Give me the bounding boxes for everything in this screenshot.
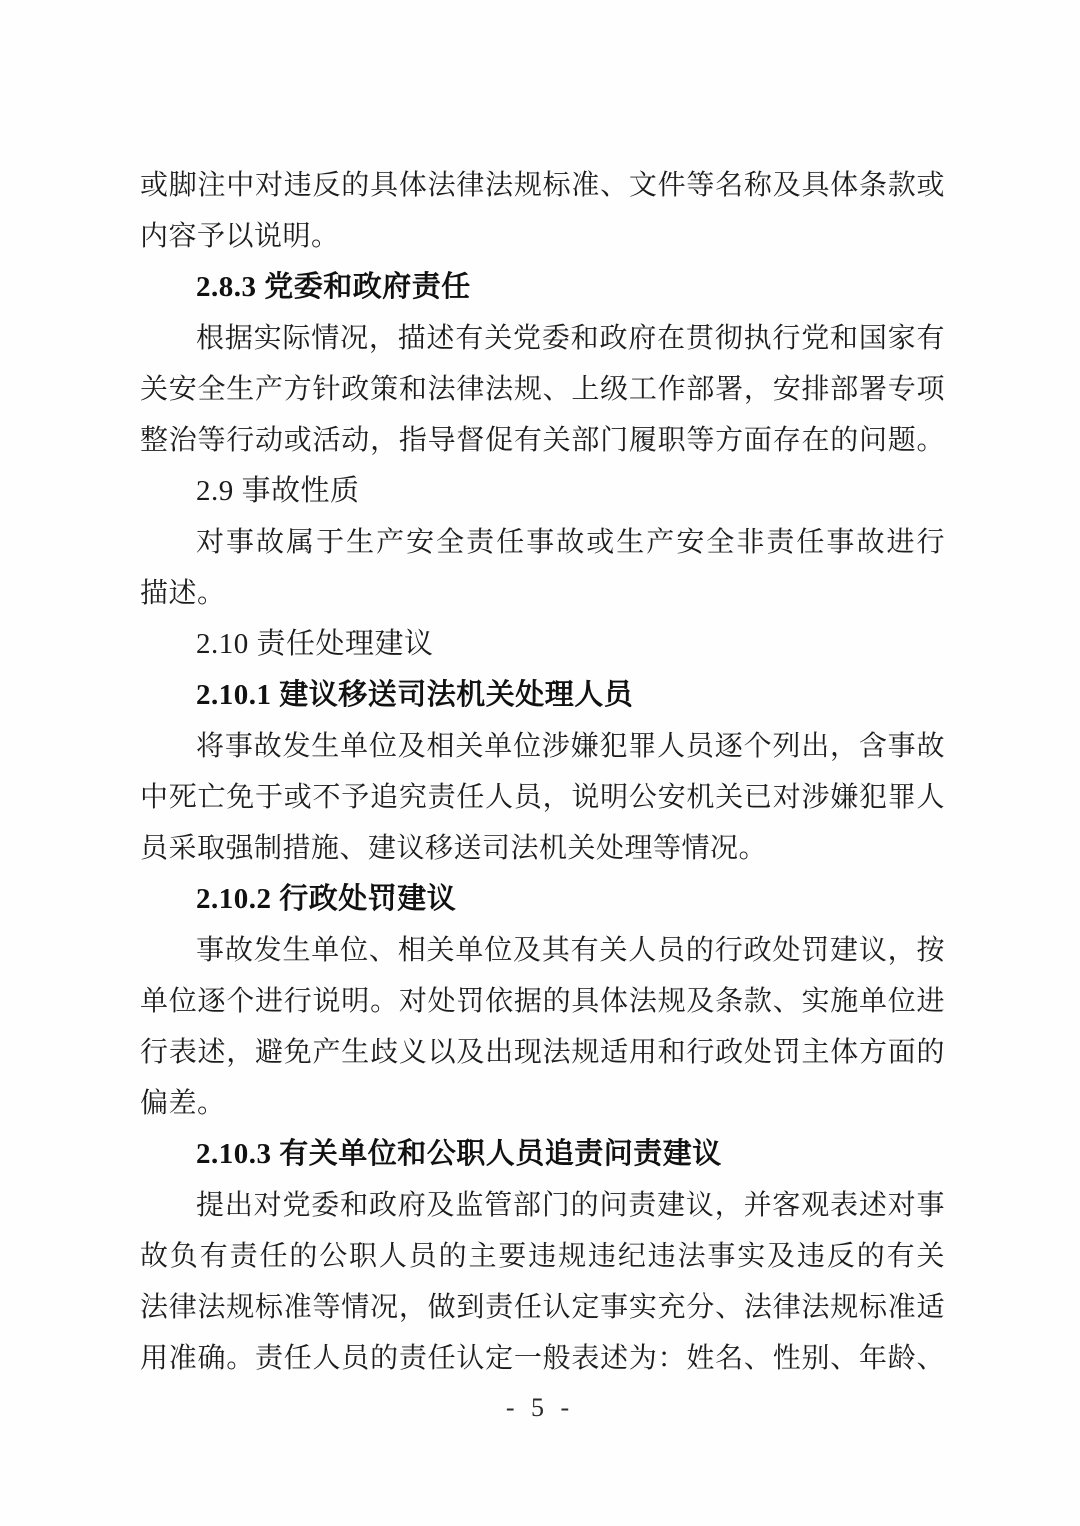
text-line: 关安全生产方针政策和法律法规、上级工作部署，安排部署专项 [140,374,945,405]
text-line: 将事故发生单位及相关单位涉嫌犯罪人员逐个列出，含事故 [196,731,945,762]
text-line: 事故发生单位、相关单位及其有关人员的行政处罚建议，按 [196,935,945,966]
page-number: - 5 - [505,1393,575,1422]
section-heading: 2.8.3 党委和政府责任 [196,271,471,303]
text-line: 行表述，避免产生歧义以及出现法规适用和行政处罚主体方面的 [140,1037,945,1068]
text-line: 内容予以说明。 [140,221,340,252]
text-line: 描述。 [140,578,226,609]
text-line: 根据实际情况，描述有关党委和政府在贯彻执行党和国家有 [196,323,945,354]
text-line: 偏差。 [140,1088,226,1119]
text-line: 或脚注中对违反的具体法律法规标准、文件等名称及具体条款或 [140,170,945,201]
text-line: 整治等行动或活动，指导督促有关部门履职等方面存在的问题。 [140,425,945,456]
text-line: 对事故属于生产安全责任事故或生产安全非责任事故进行 [196,527,945,558]
text-line: 员采取强制措施、建议移送司法机关处理等情况。 [140,833,768,864]
section-heading: 2.10.3 有关单位和公职人员追责问责建议 [196,1138,722,1170]
section-heading: 2.10.2 行政处罚建议 [196,883,457,915]
text-line: 中死亡免于或不予追究责任人员，说明公安机关已对涉嫌犯罪人 [140,782,945,813]
text-line: 法律法规标准等情况，做到责任认定事实充分、法律法规标准适 [140,1292,945,1323]
section-heading: 2.9 事故性质 [196,475,360,507]
text-line: 单位逐个进行说明。对处罚依据的具体法规及条款、实施单位进 [140,986,945,1017]
document-body [140,160,945,1384]
text-line: 提出对党委和政府及监管部门的问责建议，并客观表述对事 [196,1190,945,1221]
text-line: 故负有责任的公职人员的主要违规违纪违法事实及违反的有关 [140,1241,945,1272]
section-heading: 2.10.1 建议移送司法机关处理人员 [196,679,634,711]
text-line: 用准确。责任人员的责任认定一般表述为：姓名、性别、年龄、 [140,1343,945,1374]
section-heading: 2.10 责任处理建议 [196,628,434,660]
